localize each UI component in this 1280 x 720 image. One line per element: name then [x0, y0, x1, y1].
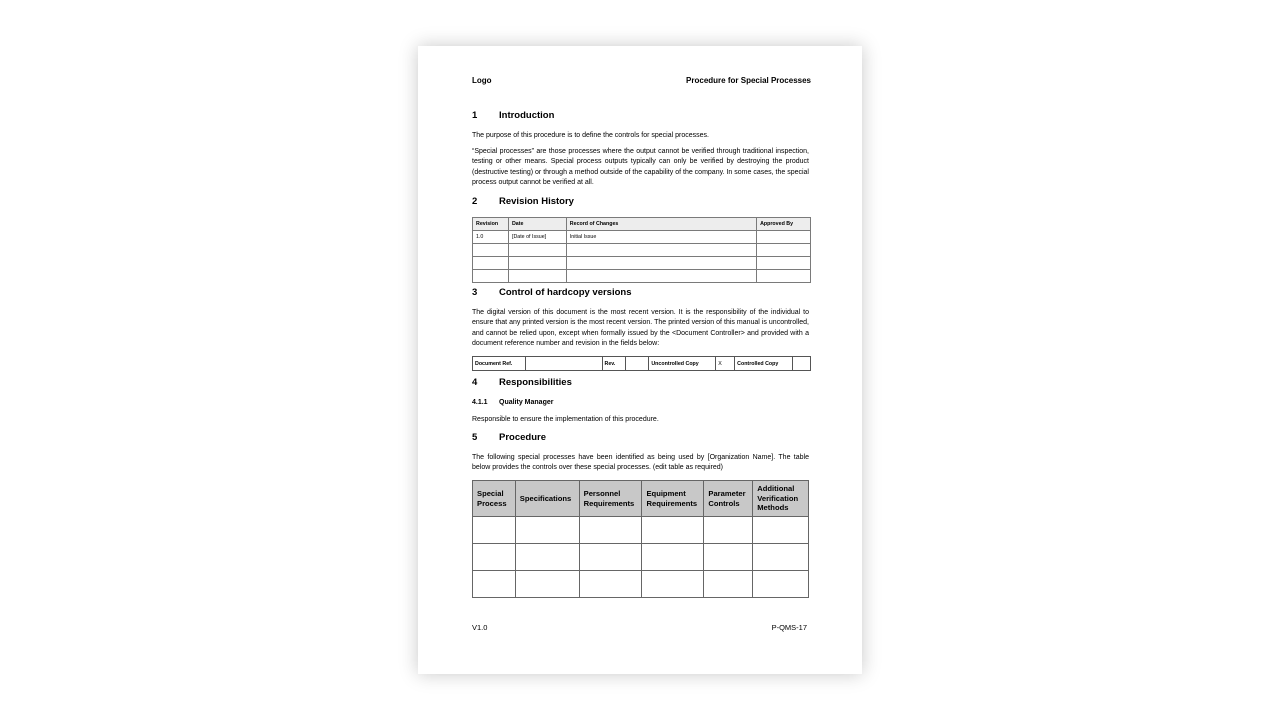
table-cell: [515, 517, 579, 544]
table-cell: Initial Issue: [566, 231, 756, 244]
column-header: Record of Changes: [566, 218, 756, 231]
doc-ref-value: [525, 357, 602, 371]
section-number: 3: [472, 287, 478, 298]
table-cell: [704, 571, 753, 598]
table-row: [473, 517, 809, 544]
intro-paragraph-2: “Special processes” are those processes where the output cannot be verified through traditional inspection, testing or other means. Special process outputs typically can only be verified by destroying the product (destructive testing) or through a method outside of the capability of the company. In some cases, the special process output cannot be verified at all.: [472, 148, 809, 187]
section-title: Revision History: [499, 196, 574, 207]
table-cell: [753, 517, 809, 544]
section-number: 4: [472, 377, 478, 388]
table-cell: [508, 270, 566, 283]
table-cell: 1.0: [473, 231, 509, 244]
table-row: [473, 244, 811, 257]
table-cell: [508, 257, 566, 270]
table-cell: [473, 571, 516, 598]
procedure-paragraph: The following special processes have been identified as being used by [Organization Name]. The table below provides the controls over these special processes. (edit table as required): [472, 454, 809, 472]
section-title: Control of hardcopy versions: [499, 287, 632, 298]
table-cell: [579, 517, 642, 544]
table-cell: [757, 244, 811, 257]
footer-version: V1.0: [472, 623, 488, 632]
intro-paragraph-1: The purpose of this procedure is to define the controls for special processes.: [472, 132, 709, 139]
table-cell: [508, 244, 566, 257]
section-3-heading: [472, 287, 632, 298]
table-cell: [515, 544, 579, 571]
uncontrolled-copy-label: Uncontrolled Copy: [649, 357, 716, 371]
table-cell: [566, 257, 756, 270]
table-cell: [704, 517, 753, 544]
column-header: Parameter Controls: [704, 481, 753, 517]
section-title: Introduction: [499, 110, 555, 121]
table-cell: [757, 257, 811, 270]
column-header: Special Process: [473, 481, 516, 517]
table-header-row: [473, 481, 809, 517]
section-number: 2: [472, 196, 478, 207]
hardcopy-paragraph: The digital version of this document is the most recent version. It is the responsibility of the individual to ensure that any printed version is the most recent version. The printed version of this manual is uncontrolled, and cannot be relied upon, except when formally issued by the <Document Controller> and provided with a document reference number and revision in the fields below:: [472, 309, 809, 348]
controlled-copy-label: Controlled Copy: [735, 357, 793, 371]
table-row: [473, 257, 811, 270]
section-title: Responsibilities: [499, 377, 572, 388]
table-row: [473, 571, 809, 598]
table-cell: [473, 257, 509, 270]
section-1-heading: [472, 110, 554, 121]
doc-ref-label: Document Ref.: [473, 357, 526, 371]
subsection-title: Quality Manager: [499, 399, 554, 406]
table-cell: [515, 571, 579, 598]
document-page: [418, 46, 862, 674]
rev-label: Rev.: [602, 357, 626, 371]
column-header: Approved By: [757, 218, 811, 231]
document-control-table: [472, 356, 811, 371]
table-cell: [566, 244, 756, 257]
section-number: 5: [472, 432, 478, 443]
table-cell: [579, 571, 642, 598]
section-number: 1: [472, 110, 478, 121]
footer-doc-code: P-QMS-17: [771, 623, 807, 632]
table-row: [473, 270, 811, 283]
table-row: [473, 231, 811, 244]
table-cell: [473, 270, 509, 283]
header-logo: Logo: [472, 76, 492, 85]
section-5-heading: [472, 432, 546, 443]
table-cell: [473, 544, 516, 571]
table-cell: [704, 544, 753, 571]
uncontrolled-copy-mark: X: [716, 357, 735, 371]
subsection-number: 4.1.1: [472, 399, 488, 406]
column-header: Additional Verification Methods: [753, 481, 809, 517]
table-row: [473, 544, 809, 571]
table-cell: [753, 544, 809, 571]
table-cell: [753, 571, 809, 598]
subsection-heading: [472, 399, 553, 406]
table-header-row: [473, 218, 811, 231]
table-cell: [757, 231, 811, 244]
section-2-heading: [472, 196, 574, 207]
revision-history-table: [472, 217, 811, 283]
table-cell: [473, 517, 516, 544]
table-cell: [473, 244, 509, 257]
special-process-table: [472, 480, 809, 598]
table-cell: [642, 571, 704, 598]
table-row: [473, 357, 811, 371]
section-4-heading: [472, 377, 572, 388]
table-cell: [Date of Issue]: [508, 231, 566, 244]
table-cell: [579, 544, 642, 571]
table-cell: [566, 270, 756, 283]
column-header: Revision: [473, 218, 509, 231]
rev-value: [626, 357, 649, 371]
controlled-copy-mark: [793, 357, 811, 371]
responsibility-paragraph: Responsible to ensure the implementation of this procedure.: [472, 416, 659, 423]
table-cell: [642, 544, 704, 571]
table-cell: [642, 517, 704, 544]
column-header: Equipment Requirements: [642, 481, 704, 517]
section-title: Procedure: [499, 432, 546, 443]
table-cell: [757, 270, 811, 283]
column-header: Specifications: [515, 481, 579, 517]
column-header: Date: [508, 218, 566, 231]
column-header: Personnel Requirements: [579, 481, 642, 517]
header-title: Procedure for Special Processes: [686, 76, 811, 85]
